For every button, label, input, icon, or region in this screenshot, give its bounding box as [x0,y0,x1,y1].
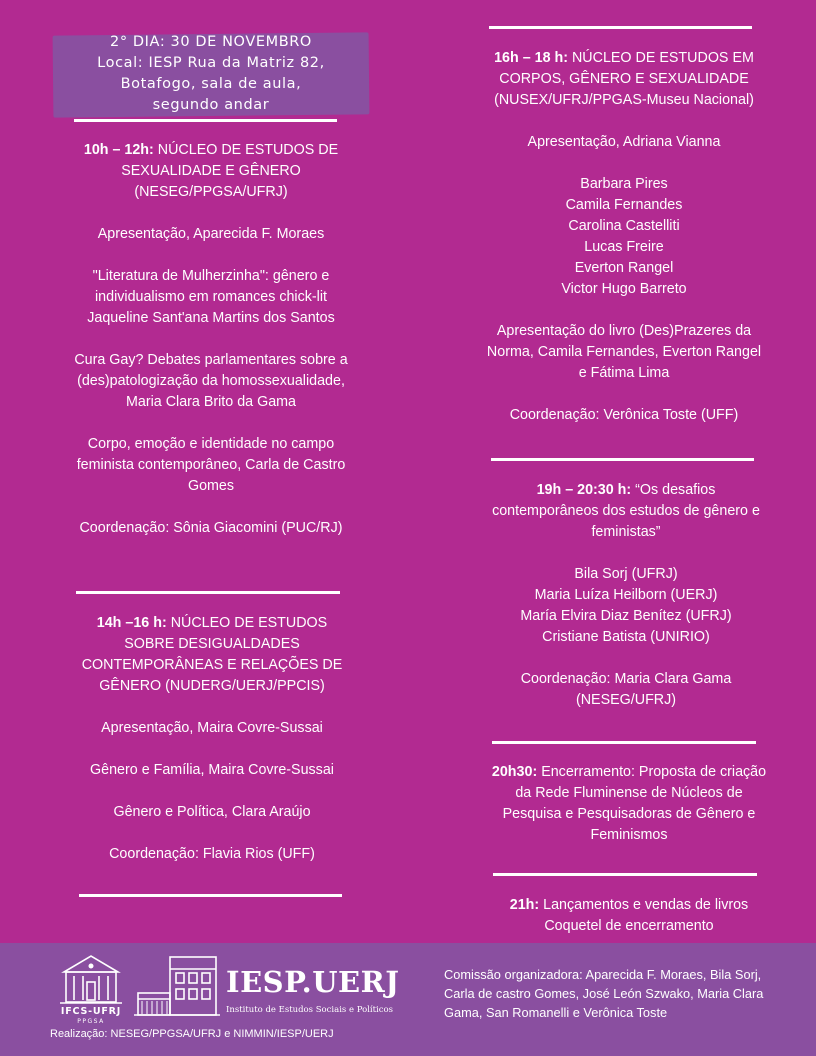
divider [74,119,337,122]
header-line-location: Local: IESP Rua da Matriz 82, [97,55,325,71]
session-nusex [486,48,762,426]
footer [0,943,816,1056]
session-time: 20h30: [491,764,538,780]
iesp-building-icon [134,953,220,1021]
session-coordination: Coordenação: Flavia Rios (UFF) [109,846,315,862]
session-nuderg [78,613,346,865]
session-title: NÚCLEO DE ESTUDOS EM CORPOS, GÊNERO E SEXUALIDADE (NUSEX/UFRJ/PPGAS-Museu Nacional) [494,50,754,108]
session-title: NÚCLEO DE ESTUDOS SOBRE DESIGUALDADES CONTEMPORÂNEAS E RELAÇÕES DE GÊNERO (NUDERG/UERJ/PPCIS) [81,615,343,694]
session-heading [486,480,766,543]
session-title: Encerramento: Proposta de criação da Rede Fluminense de Núcleos de Pesquisa e Pesquisadoras de Gênero e Feminismos [502,764,767,843]
book-presentation: Apresentação do livro (Des)Prazeres da Norma, Camila Fernandes, Everton Rangel e Fátima Lima [486,323,762,381]
talk-item: Gênero e Política, Clara Araújo [113,804,311,820]
session-time: 21h: [509,897,540,913]
ifcs-building-logo [52,950,130,1026]
speaker-name: Bila Sorj (UFRJ) [574,566,678,582]
session-heading [78,613,346,697]
session-coordination: Coordenação: Sônia Giacomini (PUC/RJ) [79,520,343,536]
iesp-name: IESP.UERJ [226,965,400,999]
session-heading [70,140,352,203]
divider [491,458,754,461]
speaker-name: Carolina Castelliti [568,218,680,234]
session-coordination: Coordenação: Maria Clara Gama (NESEG/UFRJ) [520,671,732,708]
ifcs-logo-sub: PPGSA [77,1018,105,1025]
session-title: NÚCLEO DE ESTUDOS DE SEXUALIDADE E GÊNERO (NESEG/PPGSA/UFRJ) [121,142,339,200]
speaker-name: Victor Hugo Barreto [561,281,687,297]
session-heading [489,895,769,916]
divider [492,741,756,744]
talk-item: Cura Gay? Debates parlamentares sobre a (des)patologização da homossexualidade, Maria Clara Brito da Gama [74,352,348,410]
iesp-subtitle: Instituto de Estudos Sociais e Políticos [226,1005,394,1015]
header-line-floor: segundo andar [152,97,270,113]
session-time: 19h – 20:30 h: [536,482,632,498]
divider [489,26,752,29]
session-neseg [70,140,352,539]
talk-item: Corpo, emoção e identidade no campo feminista contemporâneo, Carla de Castro Gomes [76,436,346,494]
speaker-name: Camila Fernandes [565,197,683,213]
session-title: “Os desafios contemporâneos dos estudos de gênero e feministas” [492,482,760,540]
session-subtitle: Coquetel de encerramento [544,918,714,934]
session-launch [489,895,769,937]
divider [76,591,340,594]
session-time: 16h – 18 h: [494,50,568,66]
organizing-committee: Comissão organizadora: Aparecida F. Moraes, Bila Sorj, Carla de castro Gomes, José León Szwako, Maria Clara Gama, San Romanelli e Verônica Toste [444,967,764,1020]
speaker-name: Everton Rangel [574,260,674,276]
header-line-day: 2° DIA: 30 DE NOVEMBRO [110,34,312,50]
speaker-name: María Elvira Diaz Benítez (UFRJ) [520,608,732,624]
session-roundtable [486,480,766,711]
divider [493,873,757,876]
iesp-logo [134,953,400,1021]
header-line-neighborhood: Botafogo, sala de aula, [120,76,302,92]
session-heading [486,48,762,111]
session-presentation: Apresentação, Aparecida F. Moraes [97,226,325,242]
session-closing [489,762,769,846]
session-time: 10h – 12h: [83,142,154,158]
talk-item: Gênero e Família, Maira Covre-Sussai [90,762,334,778]
talk-item: "Literatura de Mulherzinha": gênero e individualismo em romances chick-lit Jaqueline Sant'ana Martins dos Santos [87,268,335,326]
speaker-name: Cristiane Batista (UNIRIO) [542,629,710,645]
divider [79,894,342,897]
session-coordination: Coordenação: Verônica Toste (UFF) [509,407,739,423]
ifcs-logo-text: IFCS-UFRJ [60,1006,122,1017]
session-time: 14h –16 h: [96,615,167,631]
speaker-name: Barbara Pires [580,176,668,192]
session-heading [489,762,769,846]
session-presentation: Apresentação, Adriana Vianna [527,134,721,150]
session-presentation: Apresentação, Maira Covre-Sussai [101,720,323,736]
session-title: Lançamentos e vendas de livros [539,897,749,913]
day-header [53,32,369,116]
speaker-name: Lucas Freire [584,239,664,255]
speaker-name: Maria Luíza Heilborn (UERJ) [534,587,718,603]
realizacao-credit: Realização: NESEG/PPGSA/UFRJ e NIMMIN/IESP/UERJ [50,1028,334,1040]
